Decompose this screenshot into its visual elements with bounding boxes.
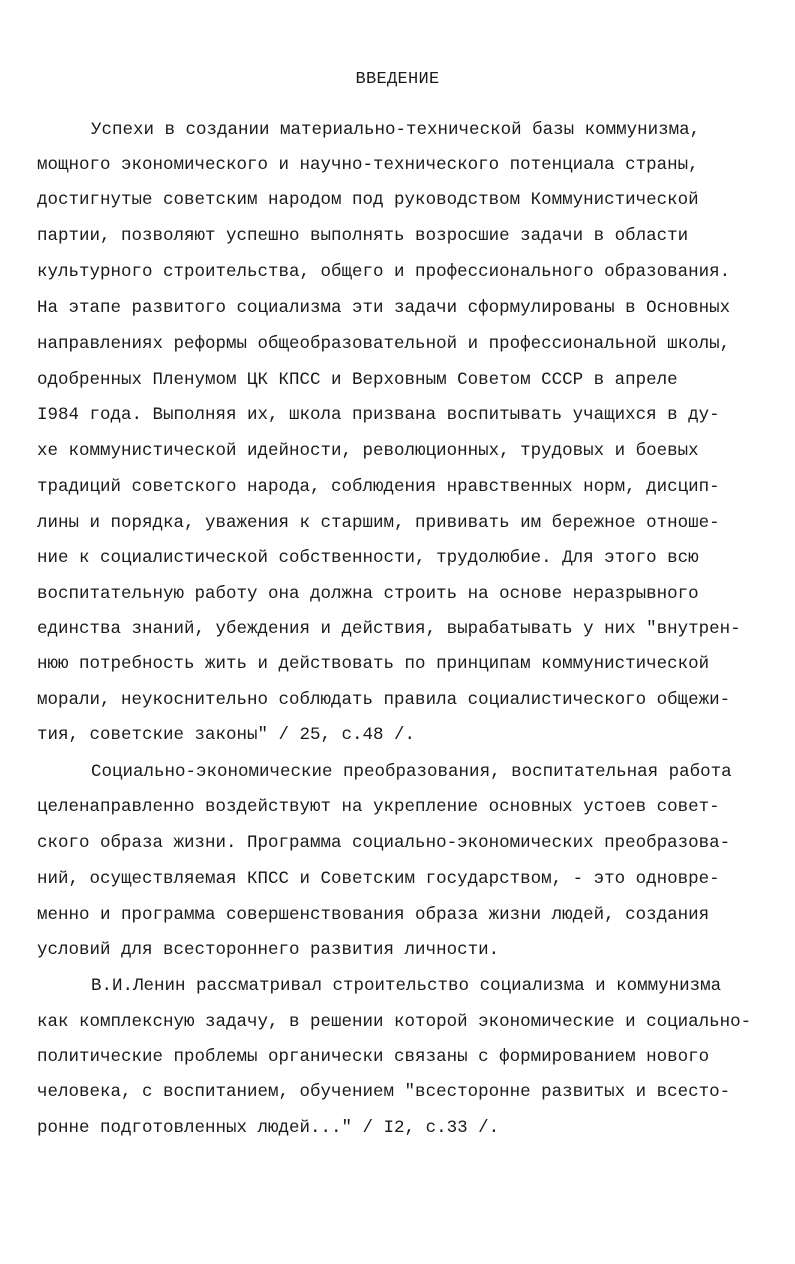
text-line: мощного экономического и научно-технического потенциала страны, — [37, 155, 699, 175]
text-line: достигнутые советским народом под руководством Коммунистической — [37, 190, 699, 210]
text-line: ского образа жизни. Программа социально-экономических преобразова- — [37, 833, 731, 853]
text-line: морали, неукоснительно соблюдать правила социалистического общежи- — [37, 690, 731, 710]
text-line: традиций советского народа, соблюдения нравственных норм, дисцип- — [37, 477, 720, 497]
text-line: На этапе развитого социализма эти задачи сформулированы в Основных — [37, 298, 731, 318]
text-line: направлениях реформы общеобразовательной и профессиональной школы, — [37, 334, 731, 354]
text-line: Социально-экономические преобразования, воспитательная работа — [91, 762, 732, 782]
text-line: Успехи в создании материально-технической базы коммунизма, — [91, 120, 701, 140]
text-line: тия, советские законы" / 25, с.48 /. — [37, 725, 416, 745]
text-line: единства знаний, убеждения и действия, вырабатывать у них "внутрен- — [37, 619, 741, 639]
text-line: целенаправленно воздействуют на укрепление основных устоев совет- — [37, 797, 720, 817]
text-line: как комплексную задачу, в решении которой экономические и социально- — [37, 1012, 752, 1032]
text-line: ний, осуществляемая КПСС и Советским государством, - это одновре- — [37, 869, 720, 889]
text-line: человека, с воспитанием, обучением "всесторонне развитых и всесто- — [37, 1082, 731, 1102]
text-line: ронне подготовленных людей..." / I2, с.33 /. — [37, 1118, 500, 1138]
text-line: В.И.Ленин рассматривал строительство социализма и коммунизма — [91, 976, 722, 996]
text-line: культурного строительства, общего и профессионального образования. — [37, 262, 731, 282]
text-line: воспитательную работу она должна строить на основе неразрывного — [37, 584, 699, 604]
text-line: одобренных Пленумом ЦК КПСС и Верховным Советом СССР в апреле — [37, 370, 678, 390]
text-line: менно и программа совершенствования образа жизни людей, создания — [37, 905, 710, 925]
text-line: нюю потребность жить и действовать по принципам коммунистической — [37, 654, 710, 674]
text-line: хе коммунистической идейности, революционных, трудовых и боевых — [37, 441, 699, 461]
text-line: партии, позволяют успешно выполнять возросшие задачи в области — [37, 226, 689, 246]
text-line: I984 года. Выполняя их, школа призвана воспитывать учащихся в ду- — [37, 405, 720, 425]
page-title: ВВЕДЕНИЕ — [355, 70, 440, 89]
text-line: ние к социалистической собственности, трудолюбие. Для этого всю — [37, 548, 699, 568]
text-line: политические проблемы органически связаны с формированием нового — [37, 1047, 710, 1067]
text-line: лины и порядка, уважения к старшим, прививать им бережное отноше- — [37, 513, 720, 533]
text-line: условий для всестороннего развития личности. — [37, 940, 500, 960]
